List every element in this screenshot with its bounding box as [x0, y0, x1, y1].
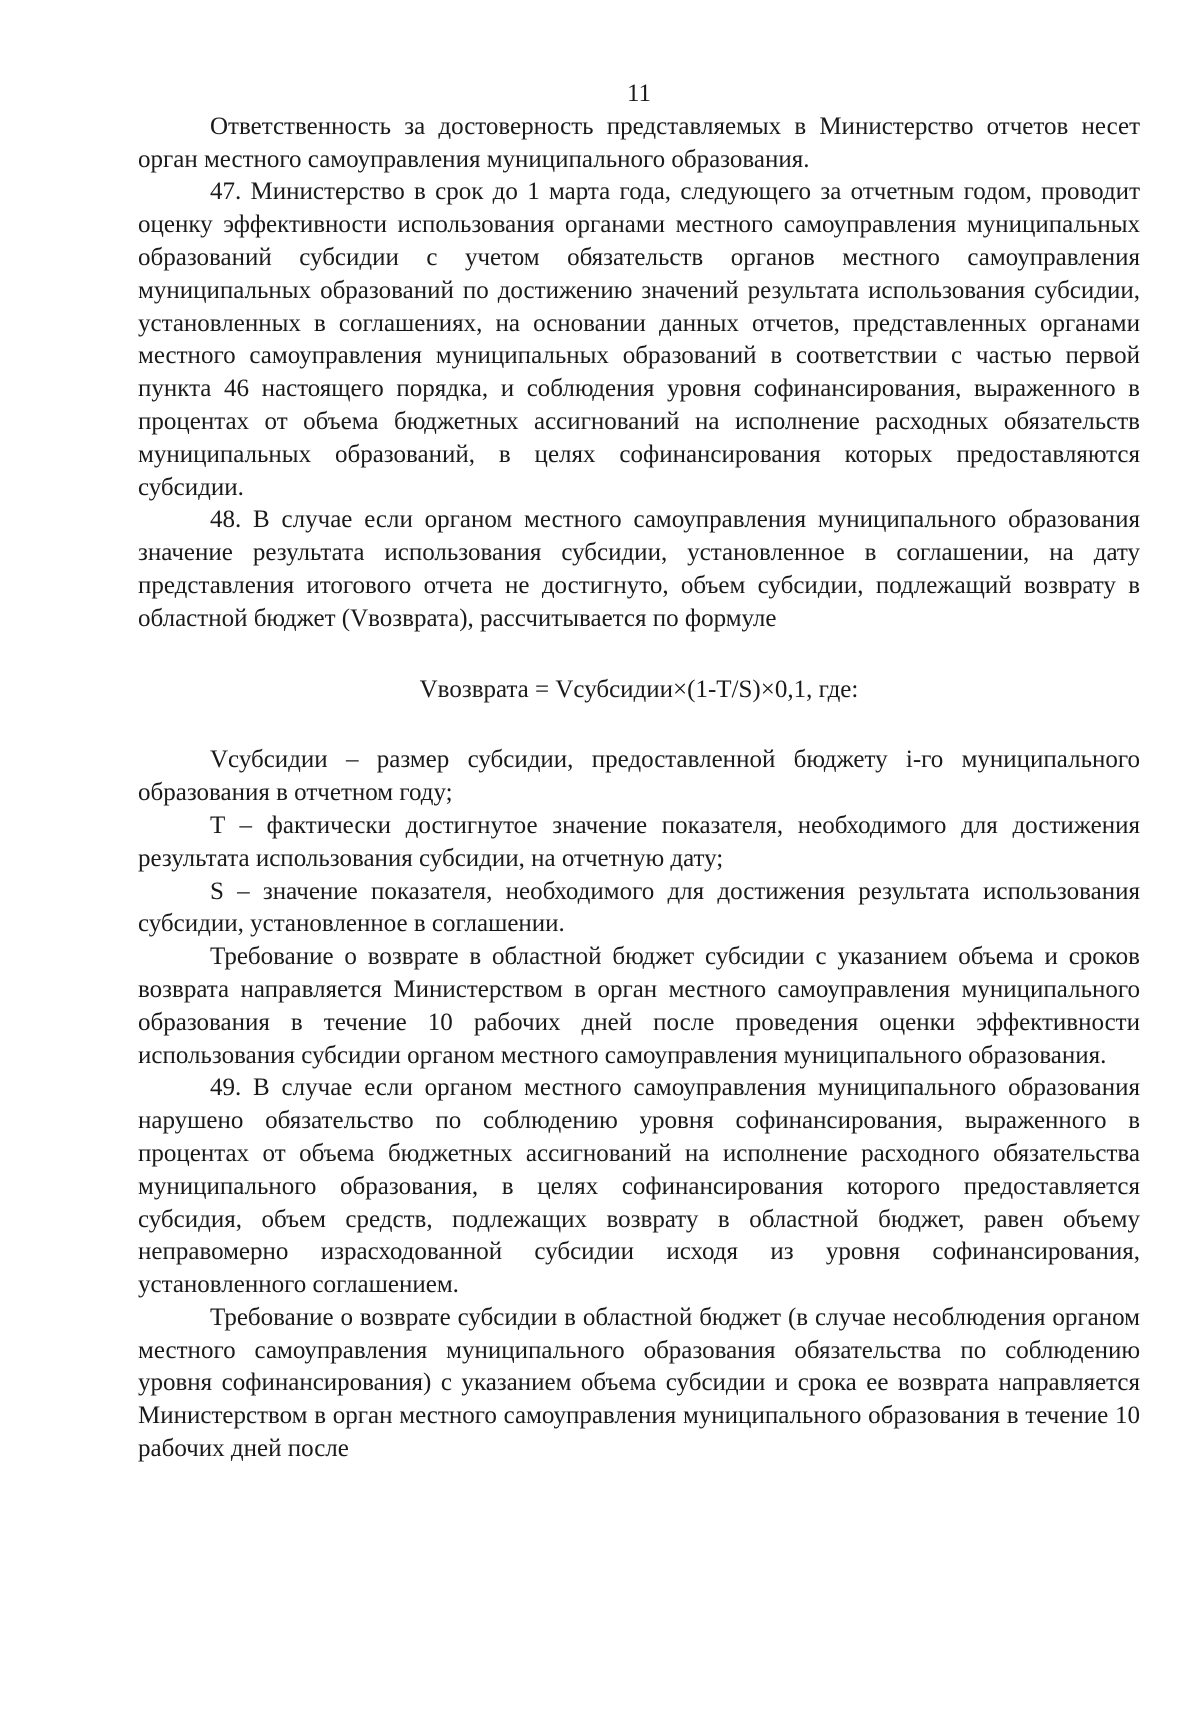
paragraph-requirement-1: Требование о возврате в областной бюджет субсидии с указанием объема и сроков возврата направляется Министерством в орган местного самоуправления муниципального образования в течение 10 рабочих дней после проведения оценки эффективности использования субсидии органом местного самоуправления муниципального образования. — [138, 943, 1140, 1069]
paragraph-responsibility: Ответственность за достоверность представляемых в Министерство отчетов несет орган местного самоуправления муниципального образования. — [138, 112, 1140, 173]
page-number: 11 — [626, 80, 652, 107]
definition-t: T – фактически достигнутое значение показателя, необходимого для достижения результата использования субсидии, на отчетную дату; — [138, 811, 1140, 872]
definition-s: S – значение показателя, необходимого для достижения результата использования субсидии, установленное в соглашении. — [138, 877, 1140, 938]
paragraph-48: 48. В случае если органом местного самоуправления муниципального образования значение результата использования субсидии, установленное в соглашении, на дату представления итогового отчета не достигнуто, объем субсидии, подлежащий возврату в областной бюджет (Vвозврата), рассчитывается по формуле — [138, 506, 1140, 632]
definition-vsubsidii: Vсубсидии – размер субсидии, предоставленной бюджету i-го муниципального образования в отчетном году; — [138, 746, 1140, 807]
paragraph-49: 49. В случае если органом местного самоуправления муниципального образования нарушено обязательство по соблюдению уровня софинансирования, выраженного в процентах от объема бюджетных ассигнований на исполнение расходного обязательства муниципального образования, в целях софинансирования которого предоставляется субсидия, объем средств, подлежащих возврату в областной бюджет, равен объему неправомерно израсходованной субсидии исходя из уровня софинансирования, установленного соглашением. — [138, 1074, 1140, 1299]
formula: Vвозврата = Vсубсидии×(1-T/S)×0,1, где: — [419, 675, 859, 703]
paragraph-requirement-2: Требование о возврате субсидии в областной бюджет (в случае несоблюдения органом местного самоуправления муниципального образования обязательства по соблюдению уровня софинансирования) с указанием объема субсидии и срока ее возврата направляется Министерством в орган местного самоуправления муниципального образования в течение 10 рабочих дней после — [138, 1303, 1140, 1463]
paragraph-47: 47. Министерство в срок до 1 марта года, следующего за отчетным годом, проводит оценку эффективности использования органами местного самоуправления муниципальных образований субсидии с учетом обязательств органов местного самоуправления муниципальных образований по достижению значений результата использования субсидии, установленных в соглашениях, на основании данных отчетов, представленных органами местного самоуправления муниципальных образований в соответствии с частью первой пункта 46 настоящего порядка, и соблюдения уровня софинансирования, выраженного в процентах от объема бюджетных ассигнований на исполнение расходных обязательств муниципальных образований, в целях софинансирования которых предоставляются субсидии. — [138, 178, 1140, 501]
document-page — [138, 78, 1140, 1466]
